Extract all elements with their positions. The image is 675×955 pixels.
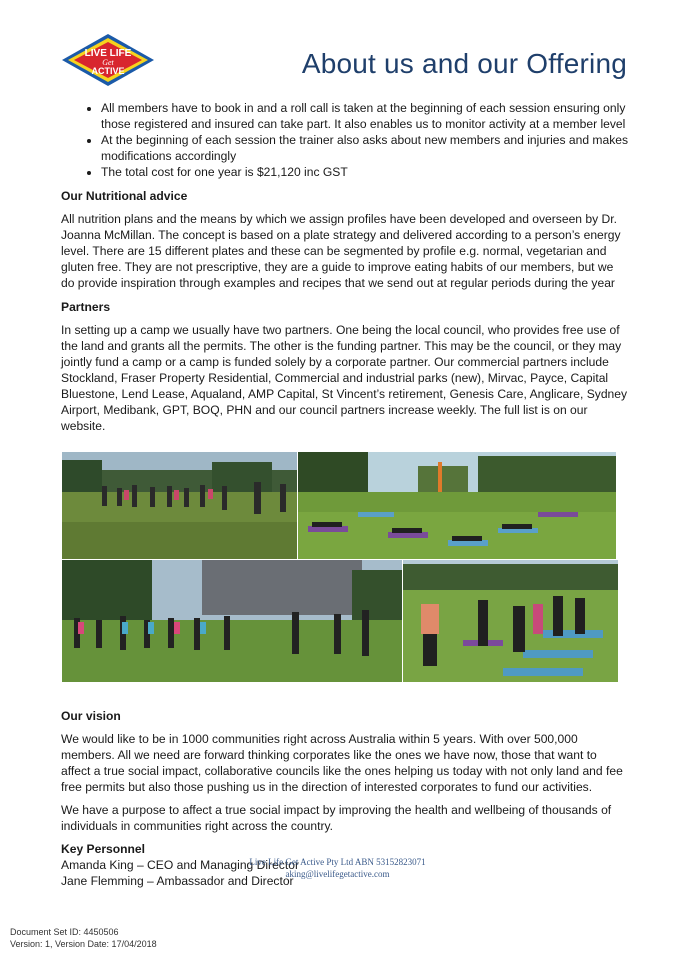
partners-paragraph: In setting up a camp we usually have two partners. One being the local council, who provides free use of the land and grants all the permits. The other is the funding partner. This may be the council, or they may jointly fund a camp or a camp is funded solely by a corporate partner. Our commercial partners include Stockland, Fraser Property Residential, Commercial and industrial parks (new), Mirvac, Payce, Capital Bluestone, Lend Lease, Aqualand, AMP Capital, St Vincent’s retirement, Genesis Care, Anglicare, Sydney Airport, Medibank, GPT, BOQ, PHN and our council partners increase weekly. The full list is on our website. [61,323,628,433]
vision-paragraph-1: We would like to be in 1000 communities right across Australia within 5 years. With over 500,000 members. All we need are forward thinking corporates like the ones we have now, those that want to affect a true social impact, collaborative councils like the ones helping us today with not only land and fee free permits but also those pushing us in the direction of interested corporates to fund our activities. [61,732,623,794]
footer-email: aking@livelifegetactive.com [285,869,390,879]
page-title: About us and our Offering [301,48,627,79]
personnel-item: Amanda King – CEO and Managing Director [61,858,299,872]
page-footer [0,856,675,880]
nutrition-paragraph: All nutrition plans and the means by which we assign profiles have been developed and overseen by Dr. Joanna McMillan. The concept is based on a plate strategy and delivered according to a person’s energy level. There are 15 different plates and these can be segmented by profile e.g. normal, vegetarian and gluten free. They are not prescriptive, they are a guide to improve eating habits of our members, but we do provide inspiration through examples and recipes that we send out at regular periods during the year [61,212,621,290]
photo-seniors-mats [402,559,619,683]
live-life-get-active-logo [58,30,158,90]
bullet-item: • The total cost for one year is $21,120 inc GST [101,164,629,180]
logo-line1: LIVE LIFE [84,48,132,59]
photo-group-boxing [61,451,299,561]
footer-company: Live Life Get Active Pty Ltd ABN 53152823071 [249,857,426,867]
document-info [10,926,157,950]
photo-boxing-building [61,559,404,683]
vision-heading: Our vision [61,709,121,723]
bullet-item: • All members have to book in and a roll call is taken at the beginning of each session ensuring only those registered and insured can take part. It also enables us to monitor activity at a member level [101,100,629,132]
vision-paragraph-2: We have a purpose to affect a true social impact by improving the health and wellbeing of thousands of individuals in communities right across the country. [61,803,612,833]
document-body [61,100,629,889]
personnel-item: Jane Flemming – Ambassador and Director [61,874,294,888]
photo-yoga-park [297,451,617,561]
personnel-heading: Key Personnel [61,842,146,856]
document-set-id: Document Set ID: 4450506 [10,927,119,937]
document-version: Version: 1, Version Date: 17/04/2018 [10,939,157,949]
bullet-list [61,100,629,180]
nutrition-heading: Our Nutritional advice [61,189,188,203]
logo-line3: ACTIVE [91,66,125,76]
photo-collage [61,451,617,684]
logo-line2: Get [102,58,114,67]
partners-heading: Partners [61,300,111,314]
bullet-item: • At the beginning of each session the trainer also asks about new members and injuries and makes modifications accordingly [101,132,629,164]
